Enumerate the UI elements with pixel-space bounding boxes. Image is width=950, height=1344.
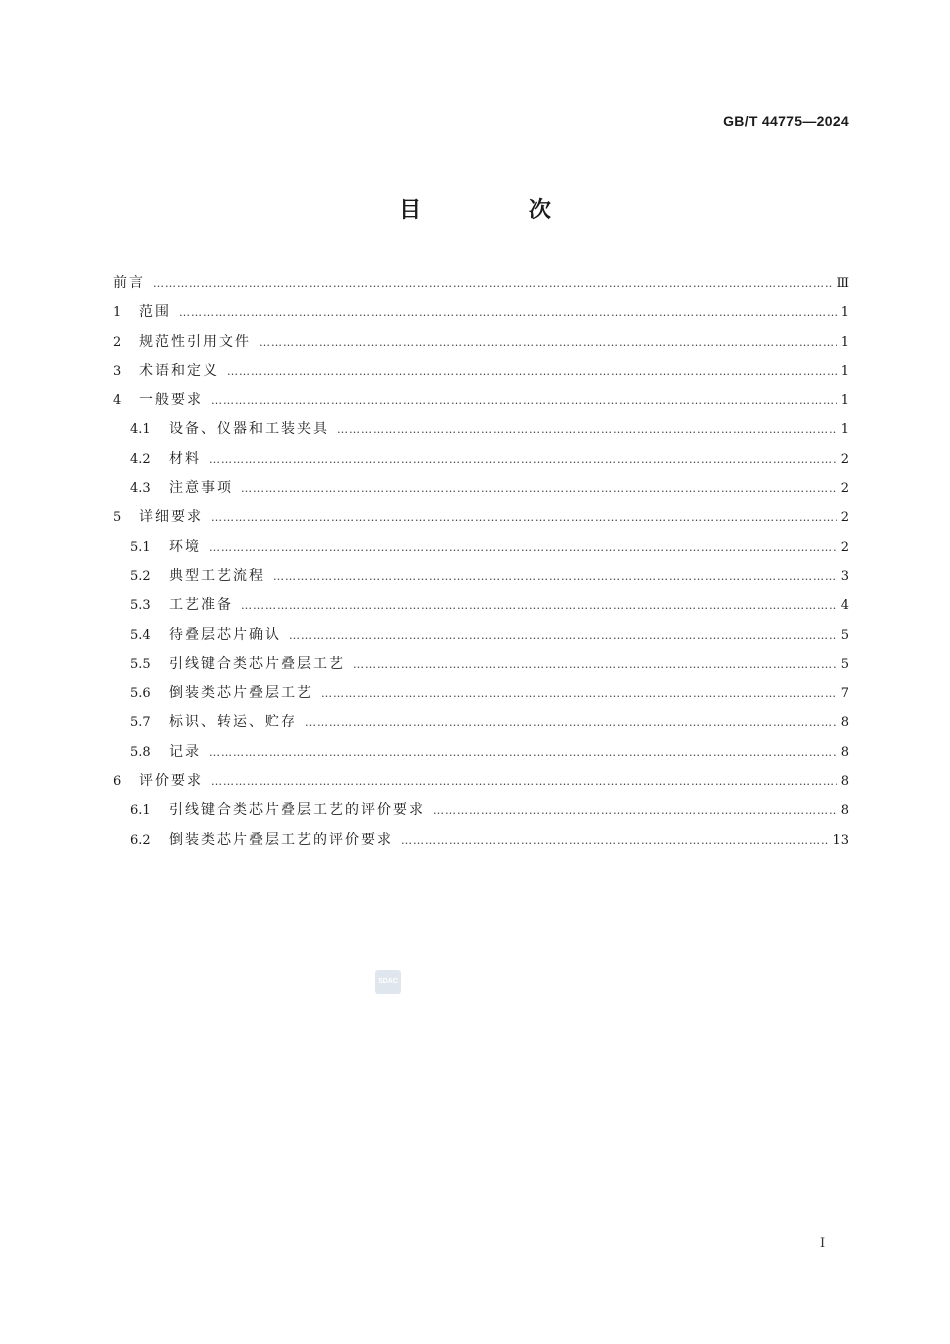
toc-entry-number: 5 [113, 510, 122, 526]
toc-entry-page: 1 [840, 305, 849, 321]
toc-entry-title: 前言 [113, 275, 145, 291]
toc-entry-title: 待叠层芯片确认 [169, 626, 281, 643]
toc-entry-number: 5.1 [130, 539, 151, 555]
toc-entry[interactable] [113, 328, 849, 357]
toc-entry-title: 引线键合类芯片叠层工艺 [169, 655, 345, 672]
toc-entry-number: 5.8 [130, 744, 151, 760]
toc-entry[interactable] [113, 503, 849, 532]
dot-leader [209, 533, 837, 562]
toc-entry-title: 注意事项 [169, 480, 233, 497]
toc-entry-page: 8 [840, 715, 849, 731]
toc-entry-title: 环境 [169, 538, 201, 555]
toc-entry-title: 倒装类芯片叠层工艺 [169, 685, 313, 702]
watermark-logo: SDAC [375, 970, 401, 994]
toc-entry-page: 8 [840, 803, 849, 819]
dot-leader [401, 826, 828, 855]
toc-entry[interactable] [113, 445, 849, 474]
toc-entry-title: 详细要求 [139, 509, 203, 526]
toc-entry-page: 2 [840, 539, 849, 555]
toc-entry-number: 1 [113, 305, 122, 321]
toc-entry-number: 2 [113, 334, 122, 350]
page-title: 目 次 [399, 198, 601, 223]
toc-entry-page: 3 [840, 568, 849, 584]
toc-entry[interactable] [113, 708, 849, 737]
toc-entry-page: 5 [840, 627, 849, 643]
toc-entry-title: 标识、转运、贮存 [169, 714, 297, 731]
toc-entry-number: 5.3 [130, 598, 151, 614]
toc-entry[interactable] [113, 269, 849, 298]
toc-entry[interactable] [113, 738, 849, 767]
toc-entry[interactable] [113, 298, 849, 327]
toc-entry-page: Ⅲ [836, 276, 849, 291]
toc-entry[interactable] [113, 533, 849, 562]
toc-entry-page: 1 [840, 393, 849, 409]
toc-entry-number: 5.2 [130, 568, 151, 584]
toc-entry-number: 4 [113, 393, 122, 409]
dot-leader [241, 474, 837, 503]
toc-entry-page: 5 [840, 656, 849, 672]
toc-entry[interactable] [113, 415, 849, 444]
toc-entry-page: 1 [840, 363, 849, 379]
standard-code: GB/T 44775—2024 [723, 113, 849, 129]
toc-entry-title: 范围 [139, 304, 171, 321]
toc-entry[interactable] [113, 796, 849, 825]
toc-entry-page: 13 [832, 832, 849, 848]
dot-leader [321, 679, 837, 708]
dot-leader [353, 650, 837, 679]
footer-page-number: Ⅰ [820, 1236, 826, 1251]
toc-entry-number: 5.5 [130, 656, 151, 672]
toc-entry[interactable] [113, 474, 849, 503]
toc-entry-title: 引线键合类芯片叠层工艺的评价要求 [169, 802, 425, 819]
toc-entry-page: 2 [840, 510, 849, 526]
toc-entry-page: 7 [840, 686, 849, 702]
toc-entry-title: 设备、仪器和工装夹具 [169, 421, 329, 438]
toc-entry-title: 倒装类芯片叠层工艺的评价要求 [169, 831, 393, 848]
toc-entry-title: 材料 [169, 450, 201, 467]
toc-entry-number: 5.4 [130, 627, 151, 643]
toc-entry-number: 5.7 [130, 715, 151, 731]
dot-leader [433, 796, 837, 825]
toc-entry-number: 6.1 [130, 803, 151, 819]
toc-entry-number: 4.1 [130, 422, 151, 438]
toc-entry-number: 6.2 [130, 832, 151, 848]
dot-leader [273, 562, 837, 591]
dot-leader [337, 415, 837, 444]
toc-entry-page: 1 [840, 422, 849, 438]
dot-leader [179, 298, 837, 327]
dot-leader [209, 445, 837, 474]
toc-entry-page: 2 [840, 451, 849, 467]
toc-entry[interactable] [113, 826, 849, 855]
dot-leader [211, 767, 837, 796]
toc-entry-page: 2 [840, 481, 849, 497]
dot-leader [227, 357, 837, 386]
dot-leader [153, 269, 832, 298]
toc-entry[interactable] [113, 562, 849, 591]
toc-entry-title: 规范性引用文件 [139, 333, 251, 350]
table-of-contents [113, 269, 849, 855]
toc-entry-page: 8 [840, 774, 849, 790]
toc-entry-title: 典型工艺流程 [169, 567, 265, 584]
toc-entry-number: 3 [113, 363, 122, 379]
toc-entry-number: 4.3 [130, 481, 151, 497]
toc-entry[interactable] [113, 357, 849, 386]
dot-leader [289, 621, 837, 650]
dot-leader [241, 591, 837, 620]
dot-leader [211, 386, 837, 415]
toc-entry[interactable] [113, 767, 849, 796]
toc-entry[interactable] [113, 679, 849, 708]
toc-entry-title: 工艺准备 [169, 597, 233, 614]
toc-entry[interactable] [113, 650, 849, 679]
toc-entry-page: 8 [840, 744, 849, 760]
toc-entry-number: 5.6 [130, 686, 151, 702]
toc-entry-title: 记录 [169, 743, 201, 760]
toc-entry-page: 1 [840, 334, 849, 350]
dot-leader [305, 708, 837, 737]
dot-leader [209, 738, 837, 767]
toc-entry[interactable] [113, 386, 849, 415]
toc-entry[interactable] [113, 621, 849, 650]
toc-entry-number: 6 [113, 774, 122, 790]
toc-entry-number: 4.2 [130, 451, 151, 467]
dot-leader [211, 503, 837, 532]
dot-leader [259, 328, 837, 357]
toc-entry-title: 一般要求 [139, 392, 203, 409]
toc-entry-title: 术语和定义 [139, 362, 219, 379]
toc-entry[interactable] [113, 591, 849, 620]
toc-entry-page: 4 [840, 598, 849, 614]
toc-entry-title: 评价要求 [139, 773, 203, 790]
